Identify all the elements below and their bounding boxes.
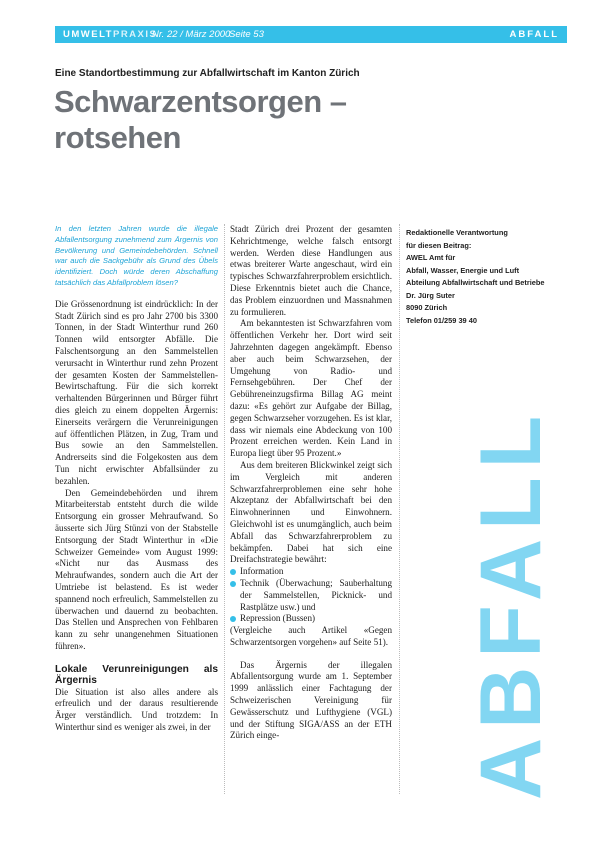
lead-paragraph: In den letzten Jahren wurde die illegale Abfallentsorgung zunehmend zum Ärgernis von Bevölkerung und Gemeindebehörden. Schnell war auch die Sackgebühr als Grund des Übels identifiziert. Doch würde deren Abschaffung tatsächlich das Abfallproblem lösen? (55, 224, 218, 287)
list-item-text: Repression (Bussen) (240, 613, 316, 624)
text-column-1 (55, 224, 218, 734)
paragraph-spacer (230, 649, 392, 660)
sidebar-line: AWEL Amt für (406, 253, 456, 262)
text-column-2 (230, 224, 392, 742)
column-divider (224, 224, 225, 794)
body-paragraph: Die Grössenordnung ist eindrücklich: In der Stadt Zürich sind es pro Jahr 2700 bis 3300 Tonnen, in der Stadt Winterthur rund 260 Tonnen wild entsorgter Abfälle. Die Falschentsorgung an den Sammelstellen verursacht in Winterthur rund zehn Prozent der gesamten Kosten der Sammelstellen-Bewirtschaftung. Für die sich korrekt verhaltenden Bürgerinnen und Bürger führt dies gleich zu einem doppelten Ärgernis: Einerseits verärgern die Verunreinigungen auf öffentlichen Plätzen, in Zug, Tram und Bus sowie an den Sammelstellen. Andrerseits sind die Folgekosten aus dem Tun nicht erwischter Abfallsünder zu bezahlen. (55, 298, 218, 486)
body-paragraph: Die Situation ist also alles andere als erfreulich und der daraus resultierende Ärger verständlich. Und trotzdem: In Winterthur sind es weniger als zwei, in der (55, 686, 218, 733)
article-headline (54, 84, 374, 156)
list-item-text: Information (240, 566, 284, 577)
sidebar-line: 8090 Zürich (406, 303, 448, 312)
sidebar-line: für diesen Beitrag: (406, 240, 472, 250)
list-item (230, 613, 392, 625)
headline-line-1: Schwarzentsorgen – (54, 84, 347, 119)
headline-line-2: rotsehen (54, 120, 181, 155)
section-subheading: Lokale Verunreinigungen als Ärgernis (55, 663, 218, 687)
body-paragraph: Das Ärgernis der illegalen Abfallentsorgung wurde am 1. September 1999 anlässlich einer Fachtagung der Schweizerischen Vereinigung für Gewässerschutz und Lufthygiene (VGL) und der Stiftung SIGA/ASS an der ETH Zürich einge- (230, 659, 392, 741)
brand-part-praxis: PRAXIS (112, 29, 158, 40)
page-number: Seite 53 (229, 29, 264, 40)
body-paragraph: Aus dem breiteren Blickwinkel zeigt sich im Vergleich mit anderen Schwarzfahrerproblemen eine sehr hohe Akzeptanz der Abfallwirtschaft bei den Einwohnerinnen und Einwohnern. Gleichwohl ist es unumgänglich, auch beim Abfall das Schwarzfahrerproblem zu bekämpfen. Dabei hat sich eine Dreifachstrategie bewährt: (230, 459, 392, 565)
bullet-dot-icon (230, 581, 236, 587)
section-label: ABFALL (509, 29, 559, 40)
sidebar-line: Abfall, Wasser, Energie und Luft (406, 265, 520, 275)
sidebar-line: Redaktionelle Verantwortung (406, 228, 508, 237)
sidebar-line: Dr. Jürg Suter (406, 290, 455, 300)
brand-part-umwelt: UMWELT (63, 29, 113, 40)
issue-number: Nr. 22 / März 2000 (152, 29, 231, 40)
article-kicker: Eine Standortbestimmung zur Abfallwirtschaft im Kanton Zürich (55, 68, 360, 79)
bullet-dot-icon (230, 569, 236, 575)
list-item (230, 578, 392, 613)
column-divider (399, 224, 400, 794)
list-item-text: Technik (Überwachung; Sauberhaltung der Sammelstellen, Picknick- und Rastplätze usw.) und (240, 577, 392, 612)
vertical-section-title: ABFALL (463, 406, 559, 800)
publication-name (63, 29, 157, 40)
list-item (230, 566, 392, 578)
body-paragraph: Am bekanntesten ist Schwarzfahren vom öffentlichen Verkehr her. Dort wird seit Jahrzehnten dagegen angekämpft. Ebenso aber auch beim Schwarzsehen, der Umgehung von Radio- und Fernsehgebühren. Der Chef der Gebühreneinzugsfirma Billag AG meint dazu: «Es gehört zur Aufgabe der Billag, gegen Schwarzseher vorzugehen. Es ist klar, dass wir niemals eine Abdeckung von 100 Prozent erreichen werden. Kein Land in Europa liegt über 95 Prozent.» (230, 318, 392, 459)
body-paragraph: Den Gemeindebehörden und ihrem Mitarbeiterstab entsteht durch die wilde Entsorgung ein grosser Mehraufwand. So äusserte sich Jürg Stünzi von der Stabstelle Entsorgung der Stadt Winterthur in «Die Schweizer Gemeinde» vom August 1999: «Nicht nur das Ausmass des Mehraufwandes, sondern auch die Art der Umtriebe ist belastend. Es ist weder spannend noch erfreulich, Sammelstellen zu überwachen und dauernd zu beobachten. Das Stellen und Ansprechen von Fehlbaren kann zu sehr unangenehmen Situationen führen». (55, 487, 218, 651)
body-paragraph: Stadt Zürich drei Prozent der gesamten Kehrichtmenge, welche falsch entsorgt werden. Werden diese Handlungen aus etwas breiterer Warte angeschaut, wird ein typisches Schwarzfahrerproblem ersichtlich. Diese Erkenntnis bietet auch die Chance, das Problem einzuordnen und Massnahmen zu formulieren. (230, 224, 392, 317)
sidebar-line: Abteilung Abfallwirtschaft und Betriebe (406, 278, 545, 287)
bullet-dot-icon (230, 616, 236, 622)
body-paragraph: (Vergleiche auch Artikel «Gegen Schwarzentsorgen vorgehen» auf Seite 51). (230, 625, 392, 647)
masthead-bar (55, 26, 567, 43)
sidebar-line: Telefon 01/259 39 40 (406, 315, 477, 325)
strategy-list (230, 566, 392, 625)
editorial-responsibility-box (406, 227, 556, 327)
